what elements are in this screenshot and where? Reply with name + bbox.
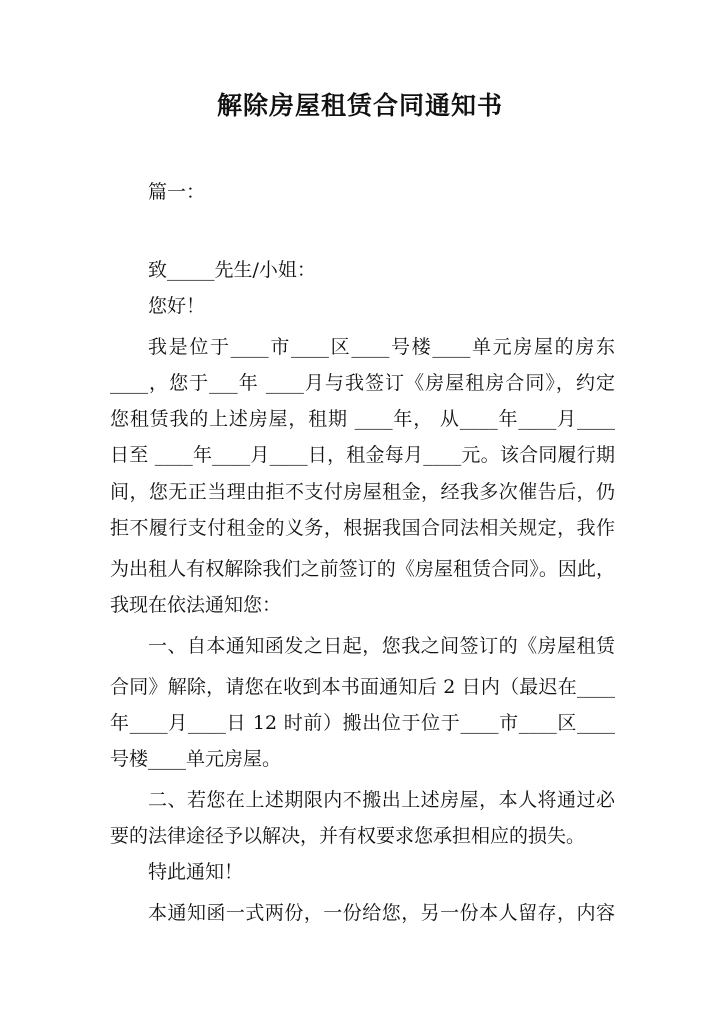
clause-one-line: 一、自本通知函发之日起，您我之间签订的《房屋租赁: [148, 635, 615, 657]
clause-one-line: 号楼____单元房屋。: [110, 748, 282, 770]
notice-line: 特此通知！: [148, 861, 244, 883]
clause-one-line: 合同》解除，请您在收到本书面通知后 2 日内（最迟在____: [110, 676, 615, 698]
document-title: 解除房屋租赁合同通知书: [216, 91, 503, 120]
paragraph-line: 为出租人有权解除我们之前签订的《房屋租赁合同》。因此，: [110, 558, 615, 580]
section-heading: 篇一：: [148, 181, 206, 203]
paragraph-line: 日至 ____年____月____日，租金每月____元。该合同履行期: [110, 444, 615, 466]
closing-line: 本通知函一式两份，一份给您，另一份本人留存，内容: [148, 902, 615, 924]
greeting-line: 您好！: [148, 295, 206, 317]
clause-two-line: 二、若您在上述期限内不搬出上述房屋，本人将通过必: [148, 789, 615, 811]
paragraph-line: 拒不履行支付租金的义务，根据我国合同法相关规定，我作: [110, 517, 615, 539]
salutation-line: 致_____先生/小姐：: [148, 259, 316, 281]
clause-one-line: 年____月____日 12 时前）搬出位于位于____市____区____: [110, 712, 615, 734]
paragraph-line: ____，您于___年 ____月与我签订《房屋租房合同》，约定: [110, 372, 615, 394]
paragraph-line: 我现在依法通知您：: [110, 594, 282, 616]
clause-two-line: 要的法律途径予以解决，并有权要求您承担相应的损失。: [110, 825, 586, 847]
paragraph-line: 间，您无正当理由拒不支付房屋租金，经我多次催告后，仍: [110, 481, 615, 503]
paragraph-line: 我是位于____市____区____号楼____单元房屋的房东: [148, 336, 615, 358]
paragraph-line: 您租赁我的上述房屋，租期 ____年， 从____年____月____: [110, 408, 615, 430]
